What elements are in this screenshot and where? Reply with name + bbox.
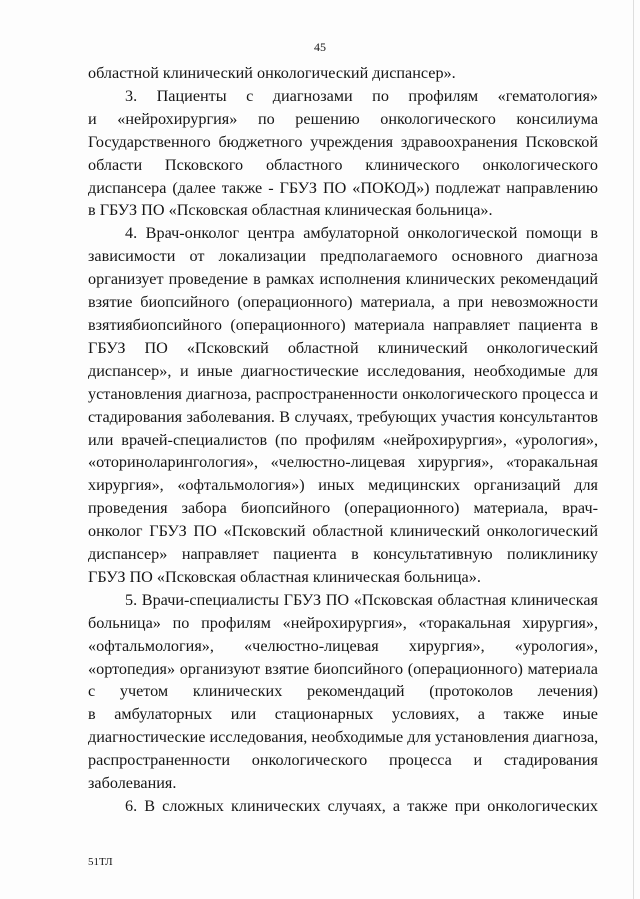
text-line: «оториноларингология», «челюстно-лицевая хирургия», «торакальная	[88, 453, 598, 472]
text-line: взятие биопсийного (операционного) материала, а при невозможности	[88, 293, 598, 312]
text-line: Государственного бюджетного учреждения здравоохранения Псковской	[88, 132, 598, 151]
text-line: онколог ГБУЗ ПО «Псковский областной клинический онкологический	[88, 522, 598, 541]
paragraph-6	[88, 795, 598, 818]
text-line: взятиябиопсийного (операционного) материала направляет пациента в	[88, 315, 598, 334]
text-line: распространенности онкологического процесса и стадирования	[88, 751, 598, 770]
text-line: с учетом клинических рекомендаций (протоколов лечения)	[88, 682, 598, 701]
text-line: в амбулаторных или стационарных условиях, а также иные	[88, 705, 598, 724]
text-line: зависимости от локализации предполагаемого основного диагноза	[88, 247, 598, 266]
text-line: области Псковского областного клинического онкологического	[88, 155, 598, 174]
text-line: проведения забора биопсийного (операционного) материала, врач-	[88, 499, 598, 518]
text-line: областной клинический онкологический диспансер».	[88, 64, 456, 82]
text-line: 5. Врачи-специалисты ГБУЗ ПО «Псковская областная клиническая	[125, 590, 598, 609]
text-line: 3. Пациенты с диагнозами по профилям «гематология»	[125, 86, 598, 105]
text-line: «офтальмология», «челюстно-лицевая хирургия», «урология»,	[88, 636, 598, 655]
text-line: заболевания.	[88, 774, 177, 793]
text-line: и «нейрохирургия» по решению онкологического консилиума	[88, 109, 598, 128]
text-line: стадирования заболевания. В случаях, требующих участия консультантов	[88, 407, 598, 426]
text-line: 6. В сложных клинических случаях, а также при онкологических	[125, 797, 598, 815]
paragraph-3	[88, 85, 598, 222]
paragraph-continuation	[88, 62, 598, 85]
paragraph-4	[88, 222, 598, 589]
text-line: в ГБУЗ ПО «Псковская областная клиническая больница».	[88, 201, 493, 220]
document-body	[88, 62, 598, 818]
text-line: организует проведение в рамках исполнения клинических рекомендаций	[88, 270, 598, 289]
text-line: диспансер» направляет пациента в консультативную поликлинику	[88, 545, 598, 564]
text-line: установления диагноза, распространенности онкологического процесса и	[88, 384, 598, 403]
text-line: диспансер», и иные диагностические исследования, необходимые для	[88, 361, 598, 380]
text-line: ГБУЗ ПО «Псковский областной клинический онкологический	[88, 338, 598, 357]
scan-edge	[633, 0, 634, 899]
text-line: диспансера (далее также - ГБУЗ ПО «ПОКОД») подлежат направлению	[88, 178, 598, 197]
text-line: или врачей-специалистов (по профилям «нейрохирургия», «урология»,	[88, 430, 598, 449]
paragraph-5	[88, 589, 598, 795]
text-line: больница» по профилям «нейрохирургия», «торакальная хирургия»,	[88, 613, 598, 632]
text-line: 4. Врач-онколог центра амбулаторной онкологической помощи в	[125, 224, 598, 243]
text-line: диагностические исследования, необходимые для установления диагноза,	[88, 728, 599, 747]
text-line: хирургия», «офтальмология») иных медицинских организаций для	[88, 476, 598, 495]
text-line: «ортопедия» организуют взятие биопсийного (операционного) материала	[88, 659, 598, 678]
footer-code: 51ТЛ	[88, 856, 113, 868]
text-line: ГБУЗ ПО «Псковская областная клиническая больница».	[88, 567, 481, 586]
page-number: 45	[314, 40, 326, 54]
